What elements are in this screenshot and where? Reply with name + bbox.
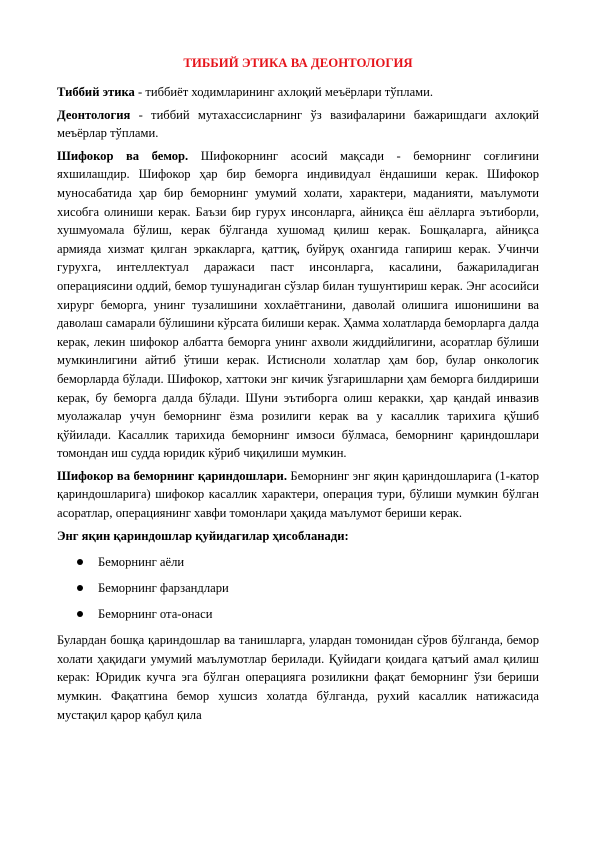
paragraph-doctor-and-relatives	[57, 467, 539, 523]
list-item-label: Беморнинг ота-онаси	[98, 607, 213, 622]
bullet-icon	[77, 585, 83, 591]
term-doctor-and-patient: Шифокор ва бемор.	[57, 148, 189, 163]
relatives-list	[57, 553, 539, 623]
relatives-heading-paragraph	[57, 527, 539, 546]
bullet-icon	[77, 559, 83, 565]
bullet-icon	[77, 611, 83, 617]
document-page	[57, 54, 539, 728]
list-item-label: Беморнинг аёли	[98, 555, 185, 570]
list-item	[57, 579, 539, 597]
definition-deontology: - тиббий мутахассисларнинг ўз вазифаларини бажаришдаги ахлоқий меъёрлар тўплами.	[57, 107, 539, 141]
list-item	[57, 605, 539, 623]
paragraph-other-relatives	[57, 631, 539, 724]
document-title: ТИББИЙ ЭТИКА ВА ДЕОНТОЛОГИЯ	[183, 56, 413, 70]
definition-medical-ethics: - тиббиёт ходимларининг ахлоқий меъёрлари тўплами.	[134, 85, 434, 99]
text-doctor-and-patient: Шифокорнинг асосий мақсади - беморнинг соғлиғини яхшилашдир. Шифокор ҳар бир беморга индивидуал ёндашиши керак. Шифокор муносабатида ҳар бир беморнинг умумий холати, характери, маданияти, маълумоти хисобга олиниши керак. Баъзи бир гурух инсонларга, айниқса ёш аёлларга эътиборли, хушмуомала бўлиш, керак бўлганда хушомад қилиш керак. Бошқаларга, айниқса армияда хизмат қилган эркакларга, қаттиқ, буйруқ охангида гапириш керак. Учинчи гурухга, интеллектуал даражаси паст инсонларга, касалини, бажариладиган операциясини оддий, бемор тушунадиган сўзлар билан тушунтириш керак. Энг асосийси хирург беморга, унинг тузалишини хохлаётганини, даволай олишига ишонишини ва даволаш самарали бўлишини кўрсата билиши керак. Ҳамма холатларда беморларга далда керак, лекин шифокор албатта беморга унинг ахволи жиддийлигини, асоратлар бўлиши мумкинлигини айтиб ўтиши керак. Истисноли холатлар ҳам бор, булар онкологик беморларда бўлади. Шифокор, хаттоки энг кичик ўзгаришларни ҳам беморга билдириши керак, бу беморга далда бўлади. Шуни эътиборга олиш керакки, ҳар қандай инвазив муолажалар учун беморнинг ёзма розилиги керак ва у касаллик тарихига қўшиб қўйилади. Касаллик тарихида беморнинг имзоси бўлмаса, беморнинг қариндошлари томондан иш судда юридик кўриб чиқилиши мумкин.	[57, 148, 539, 461]
term-deontology: Деонтология	[57, 107, 131, 122]
relatives-heading: Энг яқин қариндошлар қуйидагилар ҳисобланади:	[57, 528, 349, 543]
paragraph-deontology	[57, 106, 539, 143]
list-item	[57, 553, 539, 571]
paragraph-medical-ethics	[57, 83, 539, 102]
text-other-relatives: Булардан бошқа қариндошлар ва танишларга, улардан томонидан сўров бўлганда, бемор холати ҳақидаги умумий маълумотлар берилади. Қуйидаги қоидага қатъий амал қилиш керак: Юридик кучга эга бўлган операцияга розиликни фақат беморнинг ўзи бериши мумкин. Фақатгина бемор хушсиз холатда бўлганда, рухий касаллик натижасида мустақил қарор қабул қила	[57, 633, 539, 722]
list-item-label: Беморнинг фарзандлари	[98, 581, 229, 596]
term-medical-ethics: Тиббий этика	[57, 85, 135, 99]
paragraph-doctor-and-patient	[57, 147, 539, 463]
text-doctor-and-relatives: Беморнинг энг яқин қариндошларига (1-катор қариндошларига) шифокор касаллик характери, операция тури, бўлиши мумкин бўлган асоратлар, операциянинг хавфи томонлари ҳақида маълумот бериши керак.	[57, 468, 539, 521]
term-doctor-and-relatives: Шифокор ва беморнинг қариндошлари.	[57, 468, 287, 483]
